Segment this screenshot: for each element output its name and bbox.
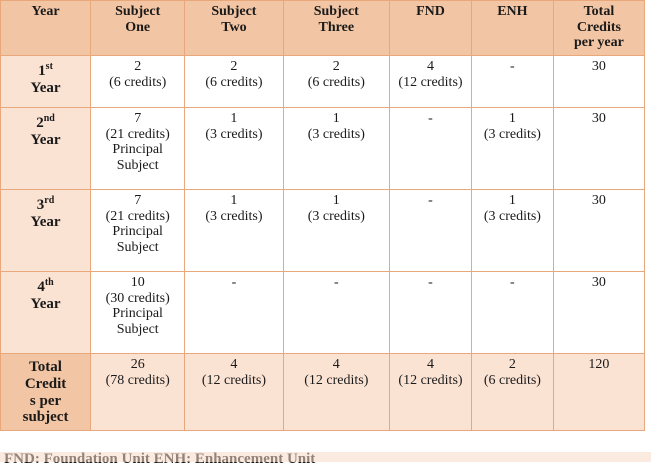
row-header-total-credits-per-subject: Total Credit s per subject [1, 354, 91, 431]
cell-total-subject-one: 26 (78 credits) [91, 354, 185, 431]
column-header-enh: ENH [471, 1, 553, 56]
column-header-subject-three: Subject Three [283, 1, 389, 56]
cell-year2-enh: 1 (3 credits) [471, 108, 553, 190]
cell-year4-subject-three: - [283, 272, 389, 354]
cell-year1-total: 30 [553, 56, 644, 108]
row-header-year-1: 1st Year [1, 56, 91, 108]
page-bottom-strip [0, 452, 651, 462]
cell-total-fnd: 4 (12 credits) [390, 354, 472, 431]
table-row [1, 190, 645, 272]
column-header-subject-two: Subject Two [185, 1, 283, 56]
table-row [1, 272, 645, 354]
cell-year3-subject-one: 7 (21 credits) Principal Subject [91, 190, 185, 272]
cell-year1-fnd: 4 (12 credits) [390, 56, 472, 108]
cell-year1-subject-two: 2 (6 credits) [185, 56, 283, 108]
column-header-year: Year [1, 1, 91, 56]
cell-year2-total: 30 [553, 108, 644, 190]
column-header-subject-one: Subject One [91, 1, 185, 56]
row-header-year-2: 2nd Year [1, 108, 91, 190]
cell-total-enh: 2 (6 credits) [471, 354, 553, 431]
cell-year3-enh: 1 (3 credits) [471, 190, 553, 272]
row-header-year-3: 3rd Year [1, 190, 91, 272]
cell-total-subject-two: 4 (12 credits) [185, 354, 283, 431]
row-header-year-4: 4th Year [1, 272, 91, 354]
table-body [1, 56, 645, 431]
table-row [1, 108, 645, 190]
column-header-total-credits-per-year: Total Credits per year [553, 1, 644, 56]
cell-year4-fnd: - [390, 272, 472, 354]
column-header-fnd: FND [390, 1, 472, 56]
cell-year3-subject-three: 1 (3 credits) [283, 190, 389, 272]
cell-year1-subject-three: 2 (6 credits) [283, 56, 389, 108]
cell-year3-total: 30 [553, 190, 644, 272]
table-total-row [1, 354, 645, 431]
cell-year3-subject-two: 1 (3 credits) [185, 190, 283, 272]
cell-year1-enh: - [471, 56, 553, 108]
cell-year2-subject-two: 1 (3 credits) [185, 108, 283, 190]
cell-year4-total: 30 [553, 272, 644, 354]
cell-year4-subject-one: 10 (30 credits) Principal Subject [91, 272, 185, 354]
cell-total-overall: 120 [553, 354, 644, 431]
cell-year2-subject-one: 7 (21 credits) Principal Subject [91, 108, 185, 190]
cell-year1-subject-one: 2 (6 credits) [91, 56, 185, 108]
cell-total-subject-three: 4 (12 credits) [283, 354, 389, 431]
table-row [1, 56, 645, 108]
cell-year3-fnd: - [390, 190, 472, 272]
cell-year4-subject-two: - [185, 272, 283, 354]
cell-year2-fnd: - [390, 108, 472, 190]
table-header [1, 1, 645, 56]
cell-year2-subject-three: 1 (3 credits) [283, 108, 389, 190]
cell-year4-enh: - [471, 272, 553, 354]
table-header-row [1, 1, 645, 56]
